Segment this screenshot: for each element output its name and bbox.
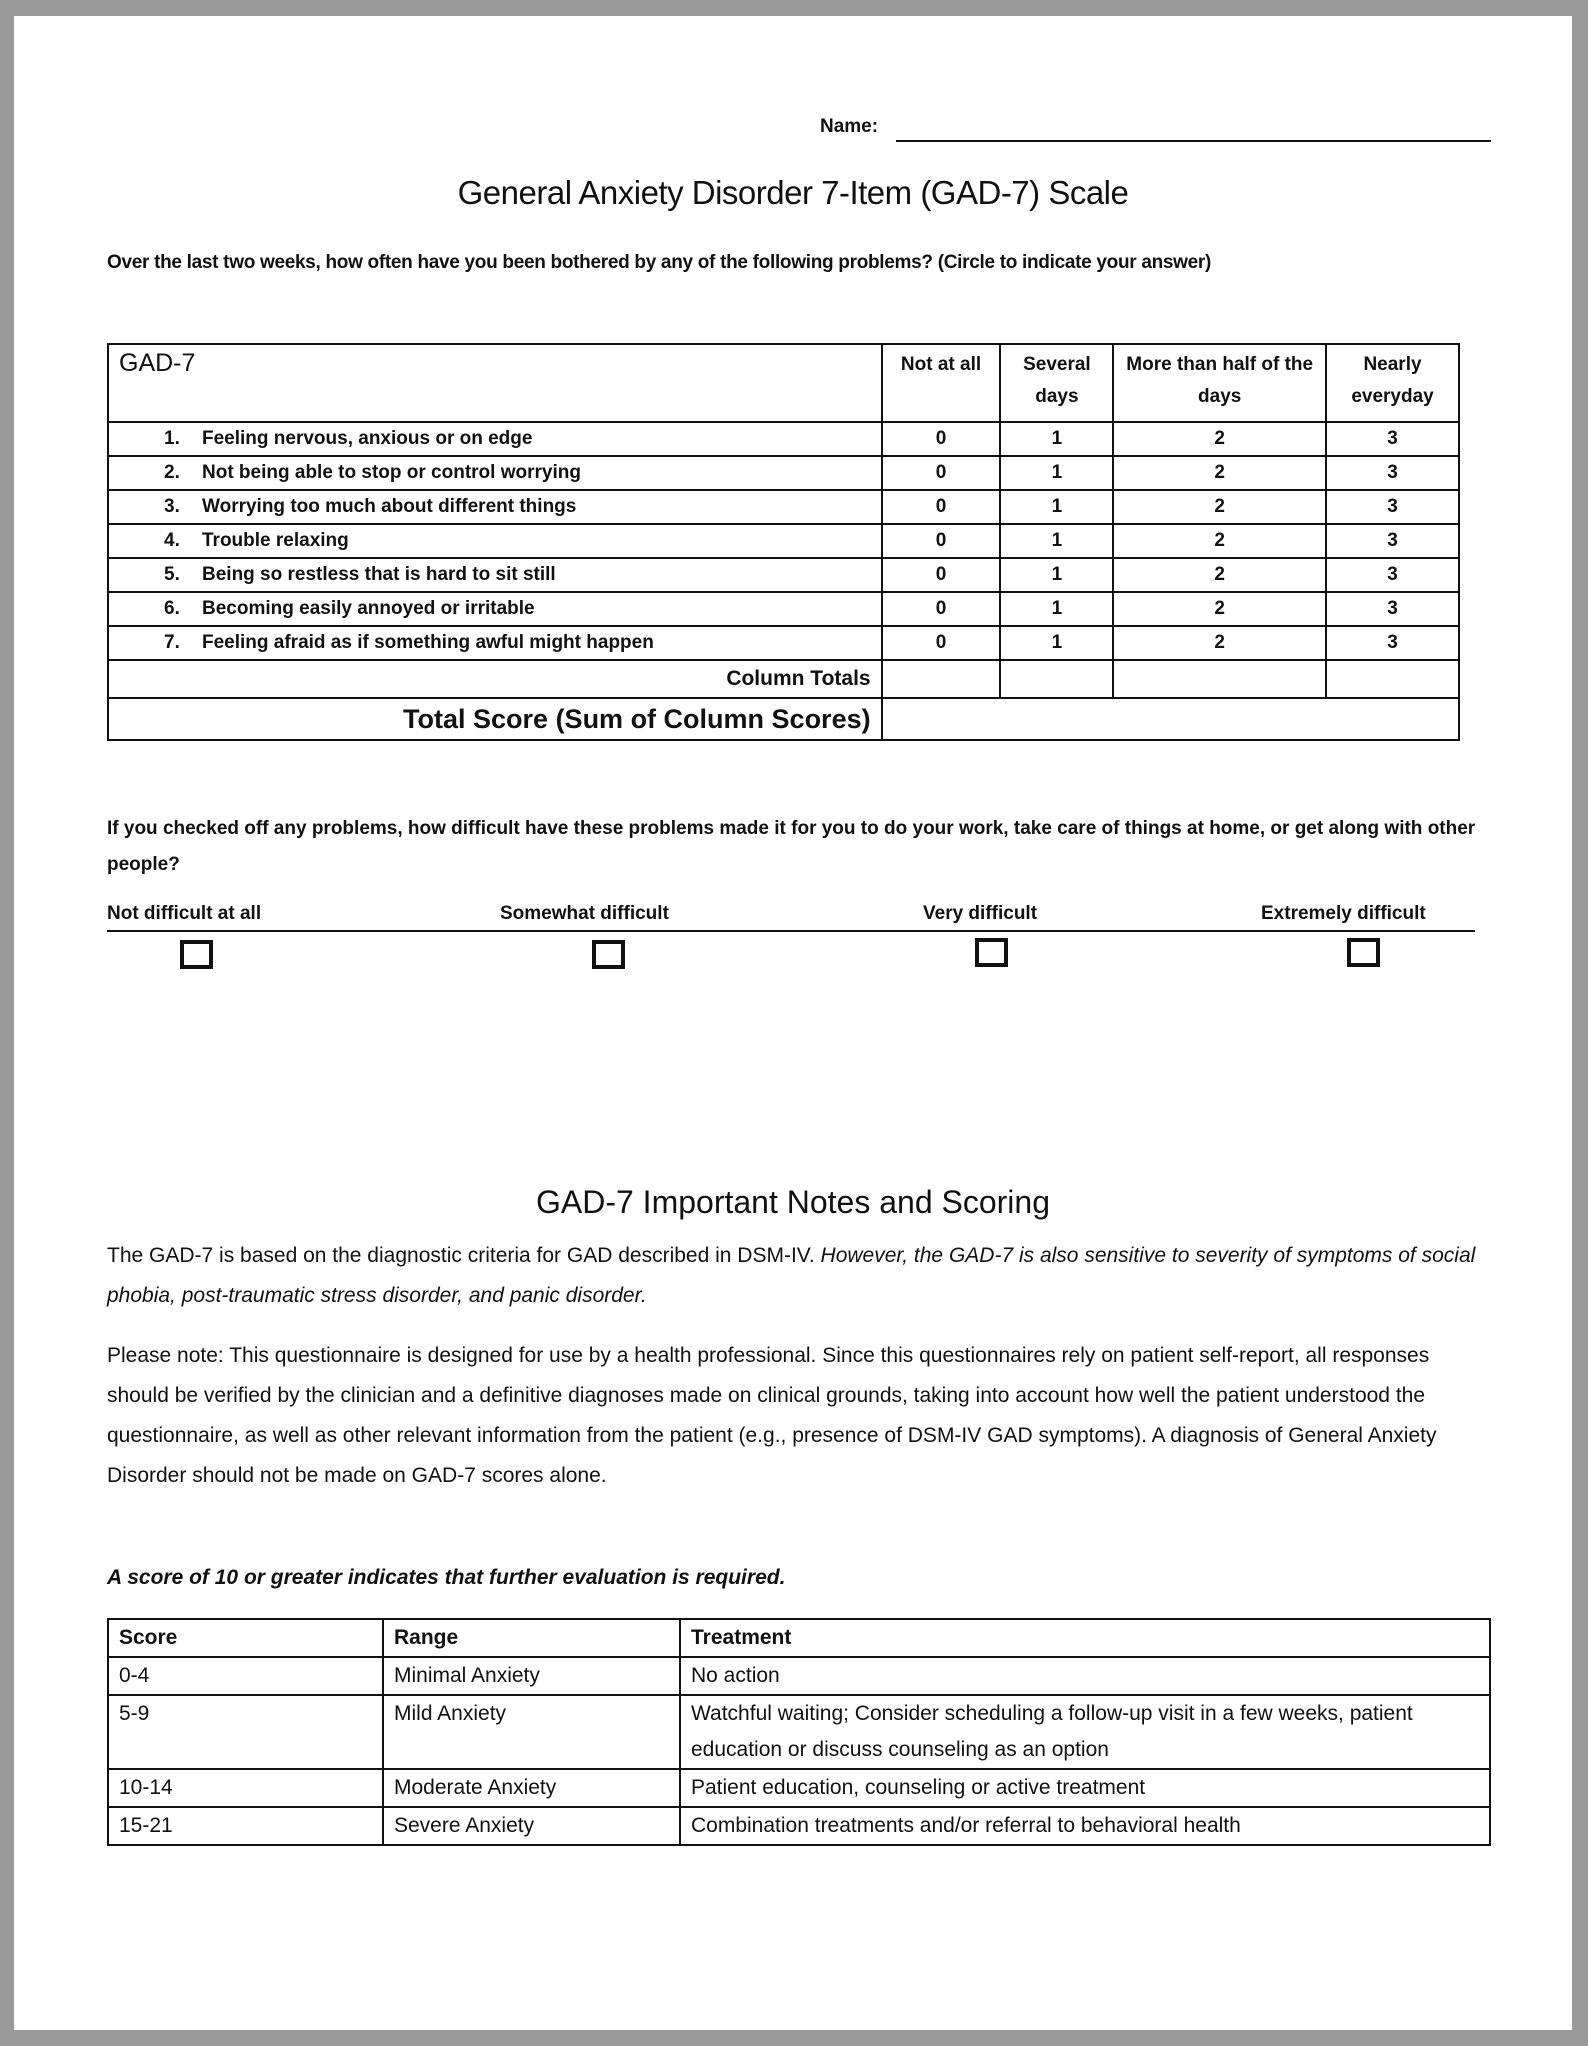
score-option[interactable]: 3	[1326, 626, 1459, 660]
table-row	[108, 490, 1459, 524]
score-option[interactable]: 1	[1000, 490, 1113, 524]
item-text: Not being able to stop or control worrying	[202, 462, 581, 483]
table-title: GAD-7	[108, 344, 882, 422]
document-page	[14, 16, 1572, 2030]
score-option[interactable]: 1	[1000, 524, 1113, 558]
score-cell: Moderate Anxiety	[383, 1769, 680, 1807]
section-title: GAD-7 Important Notes and Scoring	[535, 1184, 1050, 1220]
item-number: 3.	[164, 496, 180, 517]
score-option[interactable]: 1	[1000, 626, 1113, 660]
column-totals-label: Column Totals	[108, 660, 882, 698]
scoring-table	[107, 1618, 1491, 1846]
column-header: Not at all	[882, 344, 1001, 422]
score-cell: Range	[383, 1619, 680, 1657]
item-cell	[108, 524, 882, 558]
option-extremely-difficult: Extremely difficult	[1261, 903, 1426, 924]
item-text: Feeling afraid as if something awful might happen	[202, 632, 654, 653]
score-option[interactable]: 2	[1113, 558, 1326, 592]
table-row	[108, 422, 1459, 456]
score-cell: 0-4	[108, 1657, 383, 1695]
column-total-cell[interactable]	[1113, 660, 1326, 698]
score-option[interactable]: 0	[882, 422, 1001, 456]
checkbox-extremely-difficult[interactable]	[1347, 938, 1380, 967]
score-option[interactable]: 0	[882, 524, 1001, 558]
item-cell	[108, 626, 882, 660]
score-option[interactable]: 0	[882, 626, 1001, 660]
checkbox-very-difficult[interactable]	[975, 938, 1008, 967]
score-option[interactable]: 2	[1113, 422, 1326, 456]
item-cell	[108, 490, 882, 524]
page-title: General Anxiety Disorder 7-Item (GAD-7) Scale	[457, 174, 1129, 211]
column-header: Several days	[1000, 344, 1113, 422]
table-row	[108, 1769, 1490, 1807]
checkbox-not-difficult[interactable]	[180, 940, 213, 969]
item-text: Trouble relaxing	[202, 530, 349, 551]
score-option[interactable]: 3	[1326, 422, 1459, 456]
total-score-cell[interactable]	[882, 698, 1459, 740]
score-cell: Score	[108, 1619, 383, 1657]
table-row	[108, 1695, 1490, 1769]
score-option[interactable]: 2	[1113, 626, 1326, 660]
divider	[107, 930, 1475, 932]
score-option[interactable]: 0	[882, 456, 1001, 490]
table-row	[108, 592, 1459, 626]
score-option[interactable]: 3	[1326, 592, 1459, 626]
item-number: 6.	[164, 598, 180, 619]
table-row	[108, 1619, 1490, 1657]
score-cell: Patient education, counseling or active treatment	[680, 1769, 1490, 1807]
note-italic-text: However, the GAD-7 is also sensitive to severity of symptoms of social phobia, post-traumatic stress disorder, and panic disorder.	[107, 1244, 1476, 1307]
score-cell: Mild Anxiety	[383, 1695, 680, 1769]
table-row	[108, 524, 1459, 558]
score-option[interactable]: 0	[882, 558, 1001, 592]
score-cell: 5-9	[108, 1695, 383, 1769]
option-somewhat-difficult: Somewhat difficult	[500, 903, 669, 924]
column-header: More than half of the days	[1113, 344, 1326, 422]
option-not-difficult: Not difficult at all	[107, 903, 262, 924]
item-text: Worrying too much about different things	[202, 496, 577, 517]
name-label: Name:	[820, 116, 879, 137]
gad7-table	[107, 343, 1460, 741]
score-cell: Severe Anxiety	[383, 1807, 680, 1845]
score-cell: No action	[680, 1657, 1490, 1695]
item-cell	[108, 422, 882, 456]
item-number: 5.	[164, 564, 180, 585]
item-number: 4.	[164, 530, 180, 551]
score-cell: 10-14	[108, 1769, 383, 1807]
column-total-cell[interactable]	[1326, 660, 1459, 698]
score-cell: 15-21	[108, 1807, 383, 1845]
column-header: Nearly everyday	[1326, 344, 1459, 422]
score-option[interactable]: 3	[1326, 490, 1459, 524]
item-cell	[108, 456, 882, 490]
score-option[interactable]: 2	[1113, 592, 1326, 626]
score-option[interactable]: 0	[882, 592, 1001, 626]
note-text: The GAD-7 is based on the diagnostic criteria for GAD described in DSM-IV.	[107, 1244, 821, 1267]
score-cell: Watchful waiting; Consider scheduling a follow-up visit in a few weeks, patient education or discuss counseling as an option	[680, 1695, 1490, 1769]
difficulty-question: If you checked off any problems, how difficult have these problems made it for you to do your work, take care of things at home, or get along with other people?	[107, 818, 1476, 875]
score-option[interactable]: 1	[1000, 456, 1113, 490]
score-threshold-note: A score of 10 or greater indicates that further evaluation is required.	[107, 1566, 786, 1589]
score-option[interactable]: 1	[1000, 422, 1113, 456]
table-row	[108, 1807, 1490, 1845]
score-option[interactable]: 1	[1000, 558, 1113, 592]
score-cell: Treatment	[680, 1619, 1490, 1657]
checkbox-somewhat-difficult[interactable]	[592, 940, 625, 969]
item-number: 2.	[164, 462, 180, 483]
score-option[interactable]: 3	[1326, 524, 1459, 558]
option-very-difficult: Very difficult	[923, 903, 1038, 924]
instructions: Over the last two weeks, how often have you been bothered by any of the following problems? (Circle to indicate your answer)	[107, 252, 1212, 273]
item-number: 1.	[164, 428, 180, 449]
column-total-cell[interactable]	[882, 660, 1001, 698]
total-score-label: Total Score (Sum of Column Scores)	[108, 698, 882, 740]
score-cell: Minimal Anxiety	[383, 1657, 680, 1695]
item-text: Becoming easily annoyed or irritable	[202, 598, 535, 619]
column-total-cell[interactable]	[1000, 660, 1113, 698]
score-cell: Combination treatments and/or referral to behavioral health	[680, 1807, 1490, 1845]
score-option[interactable]: 1	[1000, 592, 1113, 626]
table-row	[108, 456, 1459, 490]
table-row	[108, 626, 1459, 660]
table-row	[108, 1657, 1490, 1695]
note-paragraph-1	[107, 1236, 1492, 1316]
table-row	[108, 558, 1459, 592]
score-option[interactable]: 0	[882, 490, 1001, 524]
note-paragraph-2: Please note: This questionnaire is designed for use by a health professional. Since this questionnaires rely on patient self-report, all responses should be verified by the clinician and a definitive diagnoses made on clinical grounds, taking into account how well the patient understood the questionnaire, as well as other relevant information from the patient (e.g., presence of DSM-IV GAD symptoms). A diagnosis of General Anxiety Disorder should not be made on GAD-7 scores alone.	[107, 1344, 1437, 1487]
item-text: Feeling nervous, anxious or on edge	[202, 428, 533, 449]
score-option[interactable]: 2	[1113, 490, 1326, 524]
item-number: 7.	[164, 632, 180, 653]
item-cell	[108, 592, 882, 626]
score-option[interactable]: 3	[1326, 456, 1459, 490]
item-cell	[108, 558, 882, 592]
item-text: Being so restless that is hard to sit still	[202, 564, 556, 585]
name-field[interactable]	[896, 140, 1491, 142]
score-option[interactable]: 3	[1326, 558, 1459, 592]
score-option[interactable]: 2	[1113, 524, 1326, 558]
score-option[interactable]: 2	[1113, 456, 1326, 490]
